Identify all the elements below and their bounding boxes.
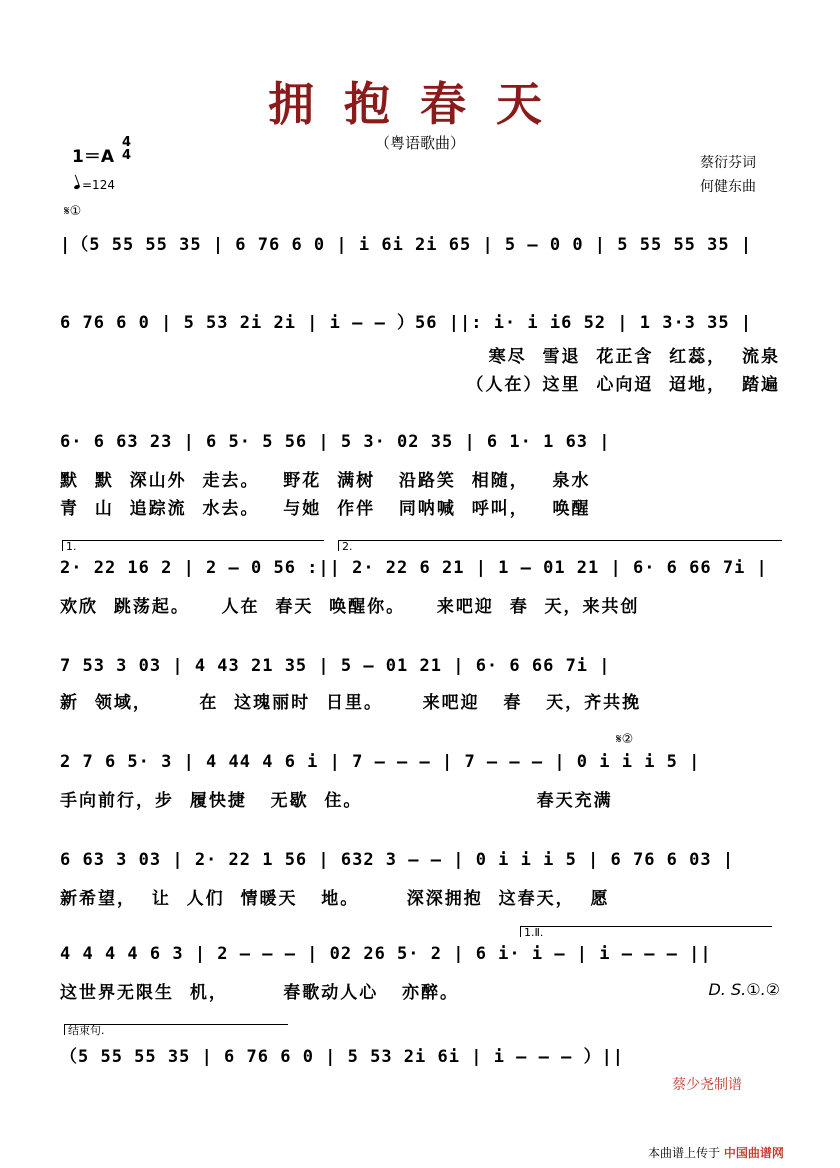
- composer: 何健东曲: [700, 179, 756, 195]
- segno-2: 𝄋②: [616, 732, 634, 747]
- lyricist: 蔡衍芬词: [700, 155, 756, 171]
- music-line-9: （5 55 55 35 | 6 76 6 0 | 5 53 2i 6i | i — — — ）||: [60, 1047, 625, 1067]
- meter-top: 4: [122, 135, 132, 150]
- lyric-line-2b: （人在）这里 心向迢 迢地， 踏遍: [466, 375, 780, 395]
- volta-2: 2.: [338, 540, 782, 551]
- page-title: 拥抱春天: [268, 77, 572, 131]
- time-signature: [122, 136, 131, 162]
- footer-site-logo: 中国曲谱网: [723, 1146, 784, 1160]
- ending-label: 结束句.: [64, 1024, 288, 1035]
- lyric-line-8: 这世界无限生 机， 春歌动人心 亦醉。: [60, 983, 460, 1003]
- music-line-3: 6· 6 63 23 | 6 5· 5 56 | 5 3· 02 35 | 6 1· 1 63 |: [60, 432, 611, 452]
- tempo-marking: =124: [74, 178, 115, 192]
- music-line-7: 6 63 3 03 | 2· 22 1 56 | 632 3 — — | 0 i i i 5 | 6 76 6 03 |: [60, 850, 735, 870]
- lyric-line-5: 新 领域， 在 这瑰丽时 日里。 来吧迎 春 天，齐共挽: [60, 693, 642, 713]
- music-line-2: 6 76 6 0 | 5 53 2i 2i | i — — ）56 ||: i· i i6 52 | 1 3·3 35 |: [60, 313, 753, 333]
- volta-1: 1.: [62, 540, 324, 551]
- page-subtitle: （粤语歌曲）: [374, 134, 465, 152]
- lyric-line-3a: 默 默 深山外 走去。 野花 满树 沿路笑 相随， 泉水: [60, 471, 591, 491]
- music-line-5: 7 53 3 03 | 4 43 21 35 | 5 — 01 21 | 6· 6 66 7i |: [60, 656, 611, 676]
- dal-segno: D. S.①.②: [708, 980, 780, 999]
- lyric-line-3b: 青 山 追踪流 水去。 与她 作伴 同呐喊 呼叫， 唤醒: [60, 499, 591, 519]
- music-line-4: 2· 22 16 2 | 2 — 0 56 :|| 2· 22 6 21 | 1 — 01 21 | 6· 6 66 7i |: [60, 558, 768, 578]
- transcriber: 蔡少尧制谱: [672, 1077, 742, 1093]
- meter-bottom: 4: [122, 148, 132, 163]
- quarter-note-icon: [73, 184, 80, 190]
- key-signature: 1＝A: [72, 147, 114, 167]
- lyric-line-4: 欢欣 跳荡起。 人在 春天 唤醒你。 来吧迎 春 天，来共创: [60, 597, 640, 617]
- music-line-8: 4 4 4 4 6 3 | 2 — — — | 02 26 5· 2 | 6 i· i — | i — — — ||: [60, 944, 712, 964]
- volta-3: 1.Ⅱ.: [520, 926, 772, 937]
- segno-1: 𝄋①: [64, 204, 82, 219]
- footer-prefix: 本曲谱上传于: [648, 1146, 721, 1160]
- lyric-line-7: 新希望， 让 人们 情暖天 地。 深深拥抱 这春天， 愿: [60, 889, 610, 909]
- music-line-6: 2 7 6 5· 3 | 4 44 4 6 i | 7 — — — | 7 — — — | 0 i i i 5 |: [60, 752, 701, 772]
- music-line-1: |（5 55 55 35 | 6 76 6 0 | i 6i 2i 65 | 5 — 0 0 | 5 55 55 35 |: [60, 235, 753, 255]
- footer: [648, 1144, 784, 1161]
- lyric-line-6: 手向前行，步 履快捷 无歇 住。 春天充满: [60, 791, 613, 811]
- lyric-line-2a: 寒尽 雪退 花正含 红蕊， 流泉: [488, 347, 780, 367]
